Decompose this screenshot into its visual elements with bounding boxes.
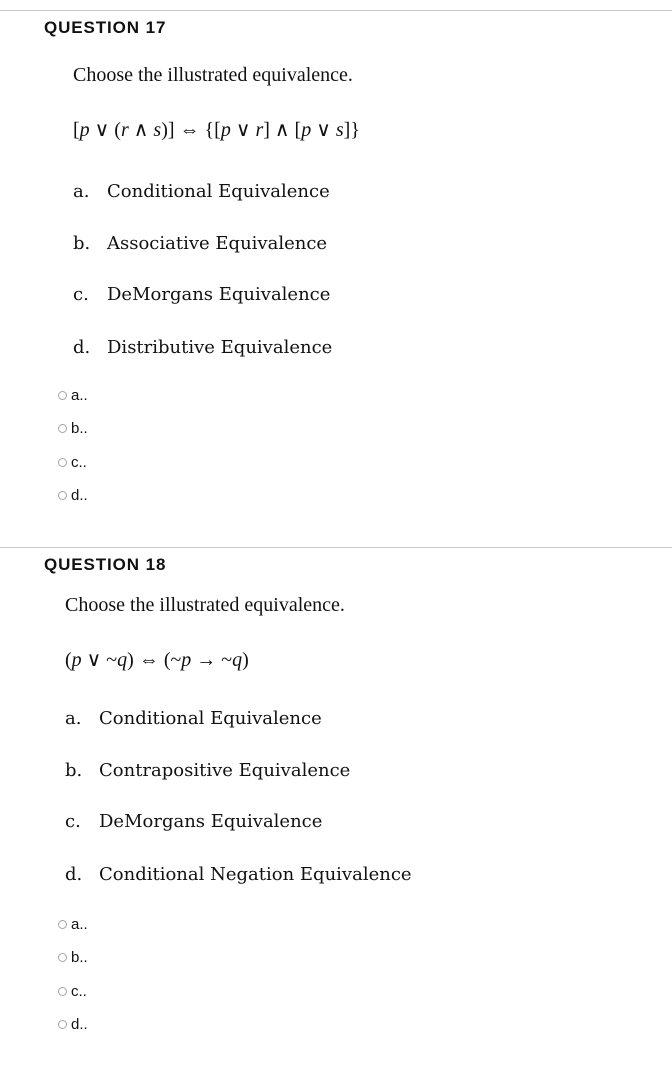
expr-var: p bbox=[71, 649, 82, 671]
choice-letter: b. bbox=[65, 760, 83, 781]
expr-token: ∨ bbox=[311, 119, 336, 141]
expr-var: p bbox=[79, 119, 90, 141]
question-17-option-d[interactable] bbox=[58, 486, 88, 504]
question-17-divider bbox=[0, 10, 672, 11]
option-label: a.. bbox=[71, 386, 88, 404]
expr-token: {[ bbox=[204, 119, 221, 141]
expr-var: s bbox=[153, 119, 162, 141]
question-17-option-a[interactable] bbox=[58, 386, 88, 404]
expr-token: (~ bbox=[163, 649, 182, 671]
question-18-divider bbox=[0, 547, 672, 548]
option-label: a.. bbox=[71, 915, 88, 933]
expr-var: r bbox=[255, 119, 264, 141]
expr-token: ]} bbox=[343, 119, 360, 141]
question-18-option-c[interactable] bbox=[58, 982, 87, 1000]
expr-token: ∨ ~ bbox=[81, 649, 118, 671]
question-18-prompt: Choose the illustrated equivalence. bbox=[65, 594, 345, 616]
expr-var: p bbox=[181, 649, 192, 671]
question-17-choice-b bbox=[73, 233, 327, 254]
question-18-option-d[interactable] bbox=[58, 1015, 88, 1033]
question-18-title: QUESTION 18 bbox=[44, 555, 167, 574]
expr-var: q bbox=[232, 649, 243, 671]
question-18-choice-b bbox=[65, 760, 350, 781]
question-17-choice-a bbox=[73, 181, 330, 202]
expr-token: ⇔ bbox=[174, 119, 205, 141]
radio-button[interactable] bbox=[58, 491, 67, 500]
question-17-option-b[interactable] bbox=[58, 419, 88, 437]
radio-button[interactable] bbox=[58, 953, 67, 962]
choice-letter: d. bbox=[73, 337, 91, 358]
choice-letter: b. bbox=[73, 233, 91, 254]
question-17-prompt: Choose the illustrated equivalence. bbox=[73, 64, 353, 86]
radio-button[interactable] bbox=[58, 458, 67, 467]
expr-token: ⇔ bbox=[133, 649, 164, 671]
expr-token: ) bbox=[242, 649, 249, 671]
radio-button[interactable] bbox=[58, 391, 67, 400]
choice-letter: a. bbox=[65, 708, 82, 729]
choice-letter: d. bbox=[65, 864, 83, 885]
question-18-expression bbox=[65, 647, 249, 672]
expr-token: ∧ bbox=[128, 119, 154, 141]
choice-text: Associative Equivalence bbox=[107, 233, 328, 254]
choice-letter: c. bbox=[73, 284, 89, 305]
question-17-choice-c bbox=[73, 284, 330, 305]
choice-text: Conditional Negation Equivalence bbox=[99, 864, 412, 885]
expr-token: )] bbox=[161, 119, 175, 141]
expr-token: ∨ bbox=[230, 119, 256, 141]
expr-var: p bbox=[220, 119, 231, 141]
choice-text: Conditional Equivalence bbox=[99, 708, 322, 729]
radio-button[interactable] bbox=[58, 920, 67, 929]
expr-var: r bbox=[120, 119, 129, 141]
expr-var: q bbox=[117, 649, 128, 671]
expr-var: s bbox=[335, 119, 344, 141]
option-label: b.. bbox=[71, 948, 88, 966]
radio-button[interactable] bbox=[58, 987, 67, 996]
option-label: b.. bbox=[71, 419, 88, 437]
question-17-title: QUESTION 17 bbox=[44, 18, 167, 37]
choice-letter: c. bbox=[65, 811, 81, 832]
choice-text: Distributive Equivalence bbox=[107, 337, 333, 358]
option-label: c.. bbox=[71, 982, 87, 1000]
option-label: d.. bbox=[71, 1015, 88, 1033]
expr-var: p bbox=[301, 119, 312, 141]
question-18-option-b[interactable] bbox=[58, 948, 88, 966]
question-18-choice-c bbox=[65, 811, 322, 832]
expr-token: ( bbox=[65, 649, 72, 671]
radio-button[interactable] bbox=[58, 424, 67, 433]
question-18-option-a[interactable] bbox=[58, 915, 88, 933]
question-18-choice-a bbox=[65, 708, 322, 729]
choice-letter: a. bbox=[73, 181, 90, 202]
question-17-expression bbox=[73, 117, 360, 142]
question-17-choice-d bbox=[73, 337, 332, 358]
question-18-choice-d bbox=[65, 864, 412, 885]
expr-token: → ~ bbox=[191, 649, 233, 671]
choice-text: DeMorgans Equivalence bbox=[99, 811, 323, 832]
choice-text: DeMorgans Equivalence bbox=[107, 284, 331, 305]
choice-text: Conditional Equivalence bbox=[107, 181, 330, 202]
option-label: d.. bbox=[71, 486, 88, 504]
expr-token: ∨ ( bbox=[89, 119, 121, 141]
option-label: c.. bbox=[71, 453, 87, 471]
expr-token: ] ∧ [ bbox=[263, 119, 302, 141]
choice-text: Contrapositive Equivalence bbox=[99, 760, 351, 781]
expr-token: [ bbox=[73, 119, 80, 141]
expr-token: ) bbox=[127, 649, 134, 671]
radio-button[interactable] bbox=[58, 1020, 67, 1029]
question-17-option-c[interactable] bbox=[58, 453, 87, 471]
